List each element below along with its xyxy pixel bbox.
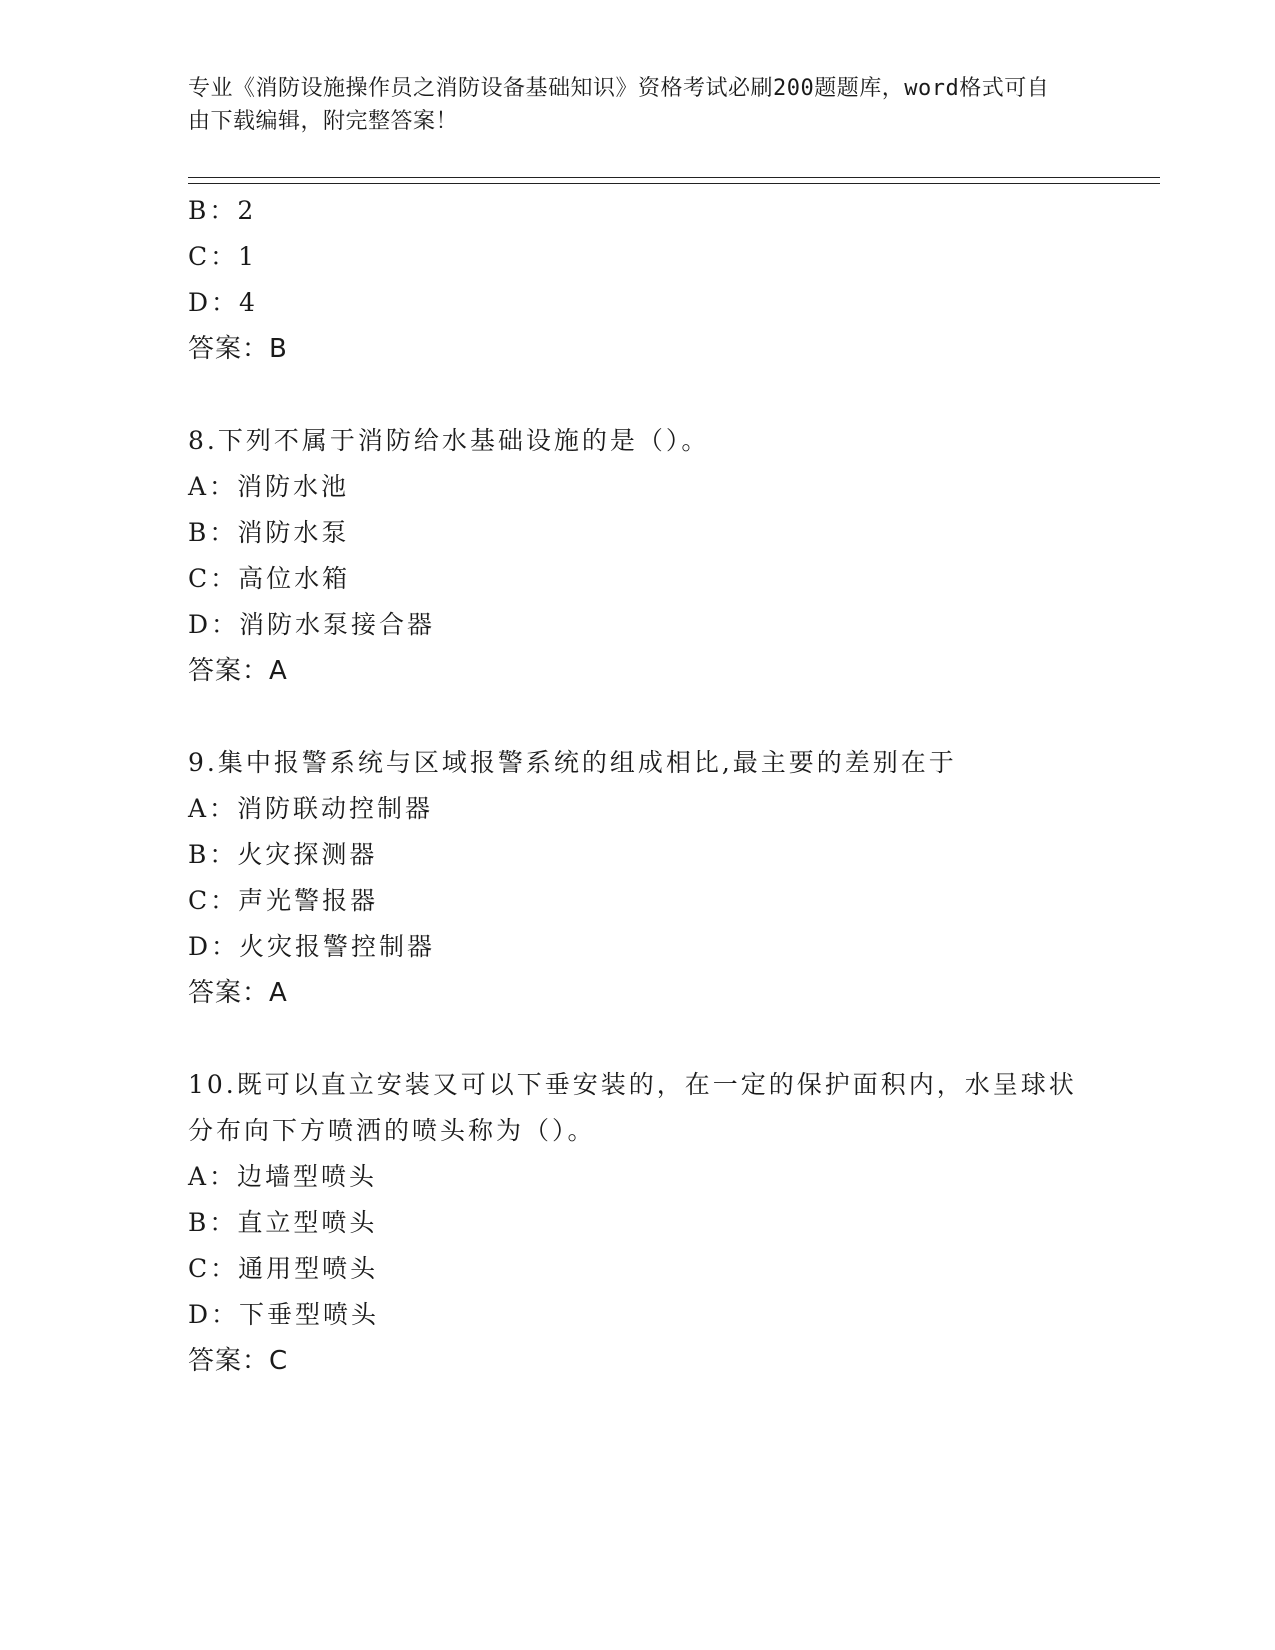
option-b: B：消防水泵: [188, 518, 350, 547]
option-d: D：火灾报警控制器: [188, 932, 436, 961]
question-stem: 10.既可以直立安装又可以下垂安装的，在一定的保护面积内，水呈球状分布向下方喷洒的喷头称为（）。: [188, 1070, 1077, 1145]
question-10: [188, 1062, 1088, 1384]
option-c: C：1: [188, 242, 258, 271]
question-list: [188, 188, 1088, 1384]
spacer: [188, 372, 1088, 418]
question-9: [188, 740, 1088, 1016]
option-c: C：通用型喷头: [188, 1254, 379, 1283]
option-d: D：消防水泵接合器: [188, 610, 436, 639]
question-7-continuation: [188, 188, 1088, 372]
answer: 答案：C: [188, 1346, 289, 1376]
header-divider: [188, 177, 1160, 184]
option-a: A：消防水池: [188, 472, 350, 501]
option-c: C：高位水箱: [188, 564, 351, 593]
answer: 答案：A: [188, 656, 288, 686]
question-stem: 8.下列不属于消防给水基础设施的是（）。: [188, 426, 710, 455]
option-d: D：4: [188, 288, 258, 317]
question-8: [188, 418, 1088, 694]
question-stem: 9.集中报警系统与区域报警系统的组成相比,最主要的差别在于: [188, 748, 957, 777]
option-a: A：消防联动控制器: [188, 794, 434, 823]
answer: 答案：B: [188, 334, 288, 364]
answer: 答案：A: [188, 978, 288, 1008]
option-b: B：直立型喷头: [188, 1208, 378, 1237]
option-c: C：声光警报器: [188, 886, 379, 915]
option-d: D：下垂型喷头: [188, 1300, 380, 1329]
spacer: [188, 1016, 1088, 1062]
option-b: B：火灾探测器: [188, 840, 378, 869]
option-b: B：2: [188, 196, 257, 225]
document-header: 专业《消防设施操作员之消防设备基础知识》资格考试必刷200题题库，word格式可自由下载编辑，附完整答案！: [188, 76, 1050, 134]
option-a: A：边墙型喷头: [188, 1162, 378, 1191]
spacer: [188, 694, 1088, 740]
